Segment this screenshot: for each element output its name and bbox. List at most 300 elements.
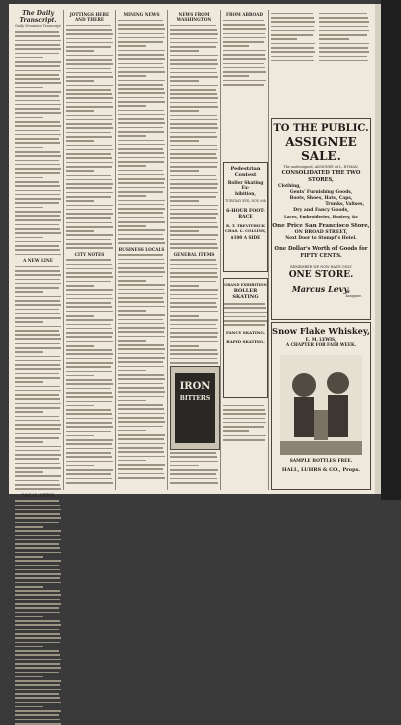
text-line-mark	[170, 272, 217, 274]
text-line-mark	[15, 573, 61, 575]
text-line-mark	[66, 396, 113, 398]
text-line-mark	[66, 452, 111, 454]
text-line-mark	[15, 428, 60, 430]
text-line-mark	[66, 145, 112, 147]
text-line-mark	[170, 302, 216, 304]
text-line-mark	[66, 183, 113, 185]
text-line-mark	[15, 633, 60, 635]
text-line-mark	[15, 237, 43, 239]
text-line-mark	[15, 228, 60, 230]
text-line-mark	[66, 46, 111, 48]
text-line-mark	[118, 280, 146, 282]
text-line-mark	[118, 127, 163, 129]
text-line-mark	[223, 71, 266, 73]
text-line-mark	[118, 178, 165, 180]
text-line-mark	[66, 315, 94, 317]
text-line-mark	[170, 97, 218, 99]
text-line-mark	[66, 371, 112, 373]
text-line-mark	[15, 373, 59, 375]
pedestrian-contest-ad	[223, 162, 268, 272]
text-line-mark	[170, 59, 217, 61]
column-2	[66, 10, 113, 490]
text-line-mark	[170, 89, 216, 91]
text-line-mark	[66, 162, 113, 164]
column-6	[271, 10, 315, 118]
text-line-mark	[15, 663, 60, 665]
text-line-mark	[170, 132, 216, 134]
text-line-mark	[15, 279, 60, 281]
text-line-mark	[15, 620, 60, 622]
text-line-mark	[170, 473, 216, 475]
text-line-mark	[66, 413, 112, 415]
ad-line: BITTERS	[179, 395, 211, 402]
text-line-mark	[15, 185, 60, 187]
text-line-mark	[66, 268, 113, 270]
text-line-mark	[118, 92, 165, 94]
text-line-mark	[15, 377, 60, 379]
text-line-mark	[66, 192, 113, 194]
text-line-mark	[170, 33, 218, 35]
ad-line: TUESDAY EVE, NOV. 6th	[225, 199, 266, 204]
text-line-mark	[170, 115, 217, 117]
text-line-mark	[223, 50, 266, 52]
text-line-mark	[66, 179, 112, 181]
text-line-mark	[118, 229, 165, 231]
column-5	[223, 10, 266, 160]
column-5-heading-1: FROM ABROAD	[226, 12, 263, 17]
text-line-mark	[66, 379, 112, 381]
text-line-mark	[15, 629, 59, 631]
text-line-mark	[170, 196, 216, 198]
text-line-mark	[66, 42, 113, 44]
text-line-mark	[170, 469, 218, 471]
text-line-mark	[118, 289, 164, 291]
text-line-mark	[319, 60, 368, 62]
text-line-mark	[15, 650, 59, 652]
text-line-mark	[170, 170, 199, 172]
ad-line: Next Door to Stumpf's Hotel.	[285, 236, 357, 241]
text-line-mark	[118, 331, 164, 333]
text-line-mark	[118, 374, 164, 376]
text-line-mark	[15, 35, 60, 37]
text-line-mark	[15, 454, 61, 456]
text-line-mark	[15, 689, 61, 691]
text-line-mark	[66, 93, 112, 95]
text-line-mark	[66, 298, 113, 300]
text-line-mark	[66, 366, 111, 368]
text-line-mark	[15, 347, 61, 349]
text-line-mark	[66, 336, 112, 338]
text-line-mark	[66, 209, 112, 211]
text-line-mark	[170, 345, 199, 347]
text-line-mark	[15, 714, 59, 716]
text-line-mark	[170, 319, 218, 321]
text-line-mark	[66, 383, 113, 385]
text-line-mark	[118, 174, 164, 176]
column-1	[15, 10, 61, 498]
text-line-mark	[15, 693, 59, 695]
text-line-mark	[66, 272, 112, 274]
text-line-mark	[170, 213, 218, 215]
text-line-mark	[15, 543, 59, 545]
text-line-mark	[66, 405, 94, 407]
text-line-mark	[15, 517, 61, 519]
column-3-heading-1: MINING NEWS	[123, 12, 160, 17]
text-line-mark	[170, 456, 217, 458]
text-line-mark	[15, 416, 59, 418]
text-line-mark	[118, 88, 164, 90]
text-line-mark	[66, 50, 94, 52]
text-line-mark	[15, 637, 61, 639]
text-line-mark	[66, 59, 112, 61]
text-line-mark	[170, 259, 216, 261]
text-line-mark	[170, 332, 218, 334]
text-line-mark	[118, 451, 164, 453]
text-line-mark	[223, 33, 265, 35]
text-line-mark	[15, 697, 60, 699]
text-line-mark	[118, 122, 165, 124]
text-line-mark	[15, 505, 60, 507]
text-line-mark	[66, 401, 112, 403]
text-line-mark	[15, 437, 59, 439]
text-line-mark	[15, 31, 59, 33]
text-line-mark	[223, 75, 249, 77]
text-line-mark	[118, 200, 165, 202]
text-line-mark	[15, 138, 59, 140]
text-line-mark	[170, 102, 217, 104]
text-line-mark	[15, 309, 59, 311]
text-line-mark	[15, 172, 60, 174]
text-line-mark	[170, 209, 217, 211]
text-line-mark	[66, 461, 113, 463]
text-line-mark	[15, 241, 61, 243]
text-line-mark	[118, 353, 164, 355]
text-line-mark	[170, 234, 218, 236]
text-line-mark	[223, 54, 265, 56]
text-line-mark	[66, 226, 113, 228]
column-3-heading-2: BUSINESS LOCALS	[118, 246, 165, 252]
text-line-mark	[15, 190, 61, 192]
text-line-mark	[15, 168, 61, 170]
ad-line: CHAS. L. COLLINS,	[225, 227, 266, 233]
text-line-mark	[66, 324, 111, 326]
text-line-mark	[15, 330, 59, 332]
text-line-mark	[170, 145, 217, 147]
text-line-mark	[66, 422, 112, 424]
ad-line: $100 A SIDE	[230, 234, 261, 240]
text-line-mark	[66, 259, 111, 261]
column-1-heading-2: LOCAL NEWS	[21, 492, 55, 498]
text-line-mark	[15, 684, 60, 686]
text-line-mark	[118, 152, 164, 154]
text-line-mark	[66, 311, 113, 313]
text-line-mark	[170, 226, 218, 228]
text-line-mark	[170, 311, 218, 313]
text-line-mark	[66, 375, 94, 377]
text-line-mark	[319, 51, 369, 53]
text-line-mark	[15, 667, 61, 669]
text-line-mark	[15, 398, 60, 400]
text-line-mark	[15, 607, 59, 609]
masthead: The Daily Transcript.	[19, 10, 57, 24]
ad-line: ON BROAD STREET,	[294, 230, 348, 235]
text-line-mark	[118, 182, 164, 184]
text-line-mark	[15, 245, 59, 247]
text-line-mark	[66, 85, 113, 87]
text-line-mark	[15, 270, 60, 272]
text-line-mark	[170, 478, 217, 480]
text-line-mark	[15, 224, 59, 226]
text-line-mark	[271, 26, 314, 28]
text-line-mark	[15, 475, 61, 477]
text-line-mark	[223, 80, 266, 82]
ad-line: hibition,	[235, 191, 256, 197]
text-line-mark	[15, 471, 43, 473]
column-rule	[220, 10, 221, 490]
text-line-mark	[15, 467, 61, 469]
ad-line: The undersigned, ASSIGNEE of L. HYMAN,	[283, 165, 359, 169]
ad-line: RAPID SKATING.	[226, 339, 265, 344]
text-line-mark	[15, 134, 61, 136]
iron-bitters-ad	[170, 366, 220, 450]
column-5-lower	[223, 402, 266, 490]
text-line-mark	[170, 153, 216, 155]
text-line-mark	[15, 65, 60, 67]
text-line-mark	[15, 560, 61, 562]
text-line-mark	[118, 361, 163, 363]
text-line-mark	[118, 195, 146, 197]
newspaper-page	[9, 4, 375, 498]
text-line-mark	[170, 306, 217, 308]
text-line-mark	[15, 95, 59, 97]
ad-line: FIFTY CENTS.	[300, 253, 342, 259]
text-line-mark	[223, 426, 264, 428]
text-line-mark	[66, 166, 112, 168]
text-line-mark	[118, 438, 164, 440]
text-line-mark	[170, 465, 199, 467]
text-line-mark	[118, 404, 163, 406]
text-line-mark	[15, 407, 60, 409]
text-line-mark	[118, 284, 165, 286]
text-line-mark	[15, 211, 61, 213]
text-line-mark	[66, 418, 113, 420]
text-line-mark	[66, 456, 112, 458]
text-line-mark	[170, 222, 217, 224]
text-line-mark	[15, 82, 61, 84]
text-line-mark	[118, 24, 164, 26]
text-line-mark	[66, 469, 113, 471]
text-line-mark	[15, 91, 61, 93]
text-line-mark	[15, 594, 61, 596]
text-line-mark	[15, 70, 61, 72]
text-line-mark	[15, 57, 43, 59]
ad-line: GRAND EXHIBITION	[224, 283, 267, 287]
ad-title: Pedestrian Contest	[230, 166, 261, 178]
text-line-mark	[118, 135, 146, 137]
text-line-mark	[15, 164, 60, 166]
text-line-mark	[223, 413, 266, 415]
text-line-mark	[66, 68, 111, 70]
text-line-mark	[15, 249, 60, 251]
text-line-mark	[15, 304, 61, 306]
text-line-mark	[118, 344, 164, 346]
ad-line: HALL, LUHRS & CO., Props.	[281, 467, 361, 473]
text-line-mark	[118, 421, 165, 423]
ad-line: ONE STORE.	[288, 270, 354, 280]
text-line-mark	[170, 68, 216, 70]
text-line-mark	[170, 80, 199, 82]
text-line-mark	[66, 319, 113, 321]
text-line-mark	[15, 480, 59, 482]
text-line-mark	[15, 147, 43, 149]
text-line-mark	[170, 136, 217, 138]
text-line-mark	[118, 131, 164, 133]
text-line-mark	[66, 106, 113, 108]
text-line-mark	[66, 478, 112, 480]
text-line-mark	[66, 388, 111, 390]
text-line-mark	[15, 202, 59, 204]
text-line-mark	[15, 326, 61, 328]
text-line-mark	[118, 447, 163, 449]
text-line-mark	[223, 37, 266, 39]
text-line-mark	[66, 482, 113, 484]
text-line-mark	[15, 509, 61, 511]
text-line-mark	[170, 50, 199, 52]
text-line-mark	[15, 112, 61, 114]
text-line-mark	[170, 157, 217, 159]
text-line-mark	[66, 170, 94, 172]
text-line-mark	[170, 243, 217, 245]
text-line-mark	[66, 465, 94, 467]
text-line-mark	[118, 460, 146, 462]
text-line-mark	[170, 362, 218, 364]
whiskey-ad	[271, 322, 371, 490]
text-line-mark	[118, 33, 164, 35]
text-line-mark	[170, 25, 216, 27]
text-line-mark	[15, 463, 60, 465]
text-line-mark	[66, 33, 113, 35]
text-line-mark	[15, 403, 61, 405]
text-line-mark	[66, 243, 112, 245]
text-line-mark	[15, 424, 61, 426]
text-line-mark	[66, 302, 111, 304]
text-line-mark	[66, 234, 113, 236]
ad-line: FANCY SKATING.	[225, 330, 266, 335]
text-line-mark	[170, 29, 217, 31]
text-line-mark	[15, 160, 59, 162]
text-line-mark	[319, 21, 369, 23]
text-line-mark	[319, 38, 349, 40]
text-line-mark	[118, 383, 163, 385]
text-line-mark	[15, 360, 61, 362]
text-line-mark	[66, 276, 113, 278]
text-line-mark	[118, 387, 164, 389]
ad-line: Assignee.	[345, 294, 362, 298]
column-rule	[268, 10, 269, 490]
text-line-mark	[118, 357, 165, 359]
text-line-mark	[15, 458, 59, 460]
text-line-mark	[15, 433, 61, 435]
text-line-mark	[15, 125, 61, 127]
text-line-mark	[118, 254, 163, 256]
text-line-mark	[15, 582, 61, 584]
text-line-mark	[66, 55, 113, 57]
text-line-mark	[15, 500, 59, 502]
text-line-mark	[319, 56, 367, 58]
text-line-mark	[15, 108, 60, 110]
column-rule	[115, 10, 116, 490]
text-line-mark	[118, 208, 165, 210]
text-line-mark	[170, 200, 199, 202]
text-line-mark	[170, 239, 216, 241]
column-4-heading-2: GENERAL ITEMS	[173, 251, 215, 257]
text-line-mark	[118, 84, 163, 86]
text-line-mark	[170, 353, 218, 355]
text-line-mark	[15, 676, 43, 678]
text-line-mark	[319, 30, 369, 32]
text-line-mark	[170, 281, 216, 283]
text-line-mark	[271, 51, 315, 53]
text-line-mark	[15, 723, 61, 725]
text-line-mark	[118, 157, 165, 159]
text-line-mark	[170, 349, 217, 351]
ad-line: R. T. TREVITHICK	[226, 222, 265, 228]
text-line-mark	[170, 55, 218, 57]
text-line-mark	[15, 484, 60, 486]
text-line-mark	[170, 324, 216, 326]
text-line-mark	[66, 217, 111, 219]
text-line-mark	[15, 44, 60, 46]
text-line-mark	[66, 157, 112, 159]
ad-line: Roller Skating Ex-	[227, 181, 264, 192]
text-line-mark	[118, 468, 163, 470]
text-line-mark	[66, 97, 113, 99]
text-line-mark	[170, 461, 218, 463]
text-line-mark	[170, 179, 217, 181]
whiskey-illustration	[280, 355, 362, 455]
text-line-mark	[118, 263, 165, 265]
text-line-mark	[15, 334, 60, 336]
text-line-mark	[66, 140, 94, 142]
text-line-mark	[15, 61, 61, 63]
text-line-mark	[224, 316, 266, 318]
text-line-mark	[118, 101, 165, 103]
text-line-mark	[66, 332, 113, 334]
column-2-heading-1: JOTTINGS HERE AND THERE	[69, 12, 110, 22]
text-line-mark	[271, 56, 313, 58]
ad-subtitle: ASSIGNEE SALE.	[285, 135, 357, 163]
ad-title: IRON	[179, 381, 211, 392]
text-line-mark	[170, 298, 218, 300]
text-line-mark	[118, 114, 165, 116]
text-line-mark	[170, 452, 216, 454]
text-line-mark	[15, 719, 60, 721]
text-line-mark	[15, 535, 60, 537]
ad-line: REMEMBER WE NOW HAVE ONLY	[290, 265, 352, 269]
text-line-mark	[15, 616, 43, 618]
text-line-mark	[66, 328, 112, 330]
text-line-mark	[271, 30, 315, 32]
text-line-mark	[118, 144, 165, 146]
ad-title: ROLLER SKATING	[232, 288, 259, 300]
text-line-mark	[15, 343, 60, 345]
text-line-mark	[170, 38, 217, 40]
text-line-mark	[15, 702, 61, 704]
text-line-mark	[66, 247, 113, 249]
text-line-mark	[15, 386, 60, 388]
text-line-mark	[118, 242, 165, 244]
ad-line: E. M. LEWIS,	[305, 337, 337, 342]
